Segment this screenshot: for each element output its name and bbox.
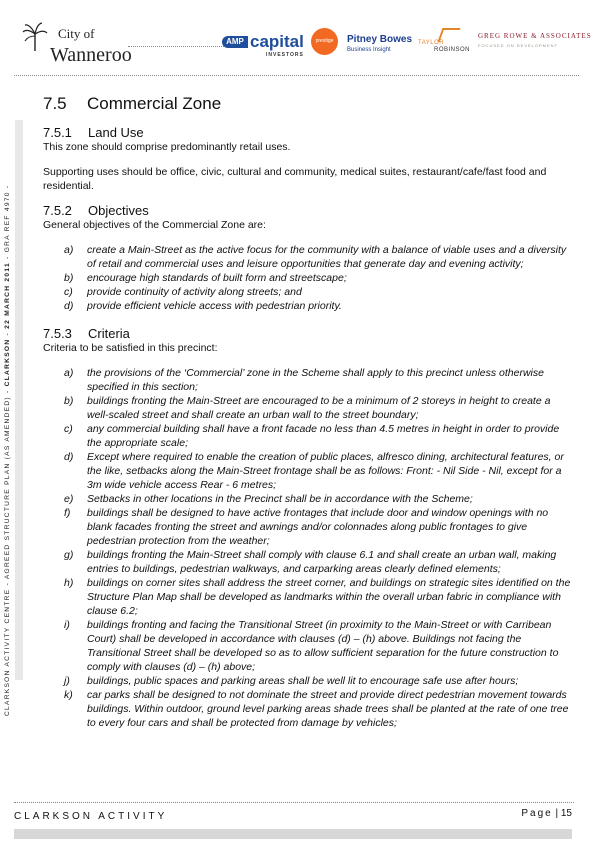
page-number-block: [521, 808, 572, 819]
sidebar-document-reference: [2, 156, 14, 716]
criteria-heading: [43, 326, 571, 341]
list-item: [43, 271, 571, 285]
list-item: [43, 450, 571, 492]
list-item-text: create a Main-Street as the active focus for the community with a balance of viable uses and a diversity of retail and commercial uses and leisure opportunities that generate day and evening activity;: [87, 244, 567, 270]
footer-document-title: CLARKSON ACTIVITY: [14, 811, 168, 822]
criteria-number: 7.5.3: [43, 326, 72, 341]
pitney-bowes-title: Pitney Bowes: [347, 34, 413, 45]
greg-rowe-subtitle: FOCUSED ON DEVELOPMENT: [478, 43, 559, 48]
list-item-text: Except where required to enable the creation of public places, alfresco dining, architectural features, or the like, setbacks along the Main-Street frontage shall be as follows: Front: - Nil Side - Nil, except for a 3m wide vehicle access Rear - 6 metres;: [87, 451, 564, 491]
pitney-bowes-subtitle: Business Insight: [347, 47, 391, 53]
list-item: [43, 299, 571, 313]
list-item-text: Setbacks in other locations in the Precinct shall be in accordance with the Scheme;: [87, 493, 473, 505]
prestige-logo-text: prestige: [315, 38, 334, 44]
list-marker: k): [64, 689, 73, 701]
sidebar-ref-gra: - GRA REF 4970 -: [4, 184, 11, 263]
list-item-text: buildings, public spaces and parking areas shall be well lit to encourage safe use after hours;: [87, 675, 519, 687]
list-item: [43, 285, 571, 299]
land-use-paragraph-2: Supporting uses should be office, civic, cultural and community, medical suites, restaurant/cafe/fast food and residential.: [43, 166, 547, 192]
sidebar-ref-clarkson: CLARKSON: [4, 338, 11, 387]
sidebar-ref-part1: CLARKSON ACTIVITY CENTRE - AGREED STRUCTURE PLAN (AS AMENDED) -: [4, 386, 11, 716]
page-label: Page: [521, 808, 553, 819]
list-item: [43, 492, 571, 506]
list-marker: h): [64, 577, 74, 589]
list-item-text: provide efficient vehicle access with pedestrian priority.: [87, 300, 342, 312]
list-item-text: buildings on corner sites shall address the street corner, and buildings on strategic sites identified on the Structure Plan Map shall be developed as landmarks within the overall urban fabric in compliance with clause 6.2;: [87, 577, 571, 617]
amp-capital-text: capital: [250, 32, 304, 51]
list-item-text: any commercial building shall have a front facade no less than 4.5 metres in height in order to provide the appropriate scale;: [87, 423, 560, 449]
sidebar-strip: [15, 120, 23, 680]
list-item-text: buildings shall be designed to have active frontages that include door and window openings with no blank facades fronting the street and awnings and/or colonnades along public frontages to give pedestrian protection from the weather;: [87, 507, 549, 547]
list-marker: f): [64, 507, 71, 519]
amp-capital-logo: [222, 32, 302, 58]
land-use-number: 7.5.1: [43, 125, 72, 140]
list-marker: c): [64, 423, 73, 435]
list-item: [43, 243, 571, 271]
section-heading: [43, 93, 571, 119]
sidebar-ref-date: 22 MARCH 2011: [4, 262, 11, 329]
land-use-title: Land Use: [88, 125, 144, 140]
sidebar-ref-sep: -: [4, 328, 11, 339]
city-of-wanneroo-logo: [22, 20, 132, 70]
header-bottom-rule: [14, 75, 579, 76]
logo-wanneroo: Wanneroo: [50, 44, 132, 66]
list-item: [43, 366, 571, 394]
list-item: [43, 548, 571, 576]
land-use-heading: [43, 125, 571, 140]
list-item-text: car parks shall be designed to not dominate the street and provide direct pedestrian movement towards buildings. Within outdoor, ground level parking areas shade trees shall be planted at the rate of one tree to every four cars and shall be protected from damage by vehicles;: [87, 689, 569, 729]
page-number: 15: [560, 808, 572, 819]
amp-badge: AMP: [222, 36, 248, 48]
list-marker: a): [64, 367, 74, 379]
objectives-intro: General objectives of the Commercial Zone are:: [43, 219, 266, 231]
amp-investors-text: INVESTORS: [266, 52, 304, 58]
list-marker: b): [64, 272, 74, 284]
taylor-text: TAYLOR: [418, 40, 445, 46]
list-item-text: buildings fronting and facing the Transitional Street (in proximity to the Main-Street or with Carribean Court) shall be developed in accordance with clauses (d) – (h) above. Buildings not facing the Transitional Street shall be developed so as to allow sufficient separation for the future construction to comply with clauses (d) – (h) above;: [87, 619, 559, 673]
list-marker: d): [64, 451, 74, 463]
list-marker: c): [64, 286, 73, 298]
list-item: [43, 674, 571, 688]
objectives-number: 7.5.2: [43, 203, 72, 218]
list-item: [43, 688, 571, 730]
greg-rowe-logo: [478, 32, 592, 52]
footer-bar: [14, 829, 572, 839]
objectives-title: Objectives: [88, 203, 149, 218]
taylor-robinson-logo: [418, 28, 474, 58]
section-number: 7.5: [43, 94, 67, 113]
robinson-text: ROBINSON: [434, 47, 471, 53]
page-header: [0, 0, 600, 80]
list-item: [43, 618, 571, 674]
list-item: [43, 394, 571, 422]
list-marker: g): [64, 549, 74, 561]
page-separator: |: [555, 808, 559, 819]
objectives-list: [43, 243, 571, 313]
list-item-text: provide continuity of activity along streets; and: [87, 286, 302, 298]
list-marker: a): [64, 244, 74, 256]
criteria-title: Criteria: [88, 326, 130, 341]
logo-city-of: City of: [58, 26, 95, 41]
list-item-text: the provisions of the ‘Commercial’ zone in the Scheme shall apply to this precinct unless otherwise specified in this section;: [87, 367, 544, 393]
pitney-bowes-logo: [347, 34, 419, 56]
main-content: [43, 93, 571, 730]
list-item-text: buildings fronting the Main-Street shall comply with clause 6.1 and shall create an urban wall, making entries to buildings, pedestrian walkways, and carparking areas clearly defined elements;: [87, 549, 557, 575]
prestige-logo: [311, 28, 338, 55]
header-divider: [128, 46, 224, 47]
land-use-paragraph-1: This zone should comprise predominantly retail uses.: [43, 141, 291, 153]
criteria-list: [43, 366, 571, 730]
tree-icon: [22, 22, 48, 52]
section-title: Commercial Zone: [87, 94, 222, 113]
list-marker: b): [64, 395, 74, 407]
list-item: [43, 576, 571, 618]
list-item: [43, 422, 571, 450]
list-item-text: buildings fronting the Main-Street are encouraged to be a minimum of 2 storeys in height to create a well-scaled street and shall create an urban wall to the street boundary;: [87, 395, 551, 421]
list-marker: e): [64, 493, 74, 505]
list-item: [43, 506, 571, 548]
greg-rowe-title: GREG ROWE & ASSOCIATES: [478, 32, 592, 40]
list-marker: j): [64, 675, 70, 687]
objectives-heading: [43, 203, 571, 218]
list-item-text: encourage high standards of built form and streetscape;: [87, 272, 347, 284]
criteria-intro: Criteria to be satisfied in this precinct:: [43, 342, 218, 354]
list-marker: i): [64, 619, 70, 631]
footer-rule: [14, 802, 574, 803]
list-marker: d): [64, 300, 74, 312]
